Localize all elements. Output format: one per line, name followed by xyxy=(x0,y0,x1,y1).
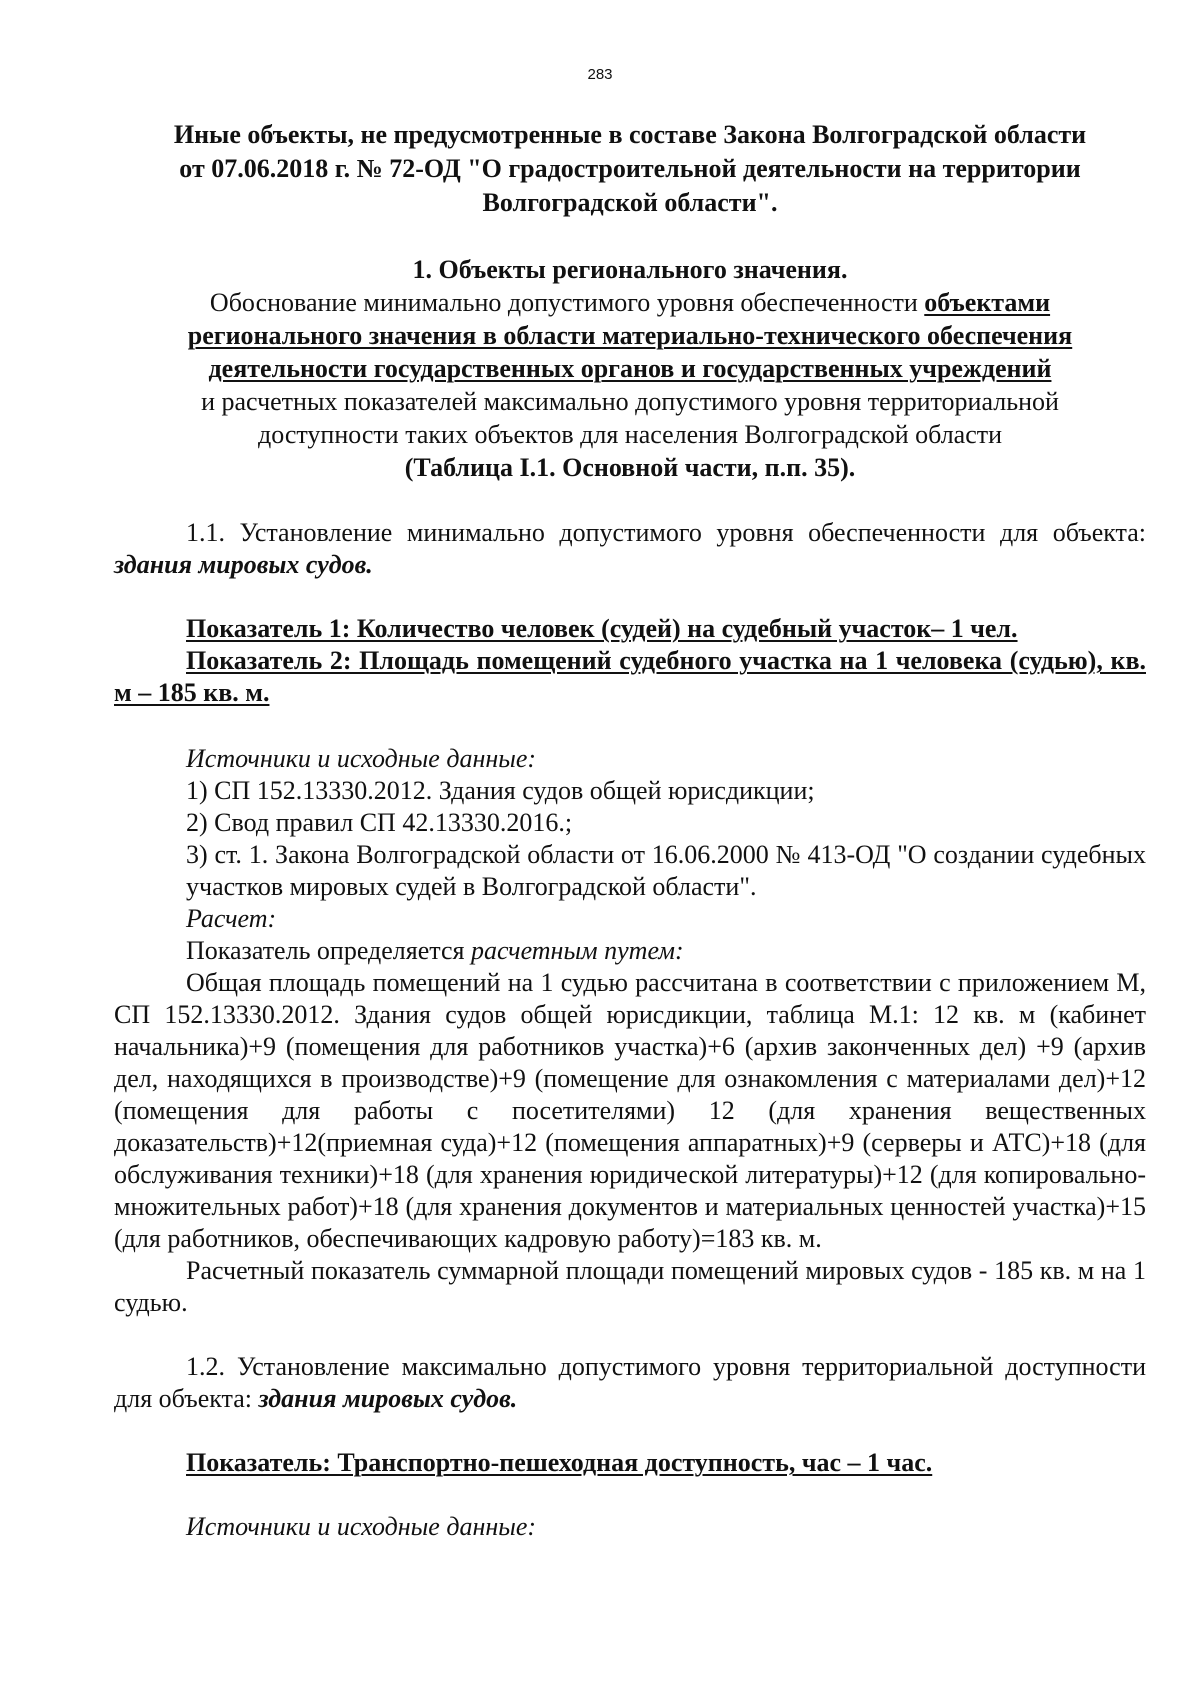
item-1-1-object: здания мировых судов. xyxy=(114,550,373,579)
indicator-1: Показатель 1: Количество человек (судей) на судебный участок– 1 чел. xyxy=(186,614,1018,643)
title-line-3: Волгоградской области". xyxy=(482,188,778,217)
subtitle-bold-underlined: объектами xyxy=(924,288,1051,317)
indicator-2: Показатель 2: Площадь помещений судебного участка на 1 человека (судью), кв. м – 185 кв. м. xyxy=(114,646,1146,707)
item-1-2 xyxy=(114,1351,1146,1415)
section-subtitle-line-3: деятельности государственных органов и государственных учреждений xyxy=(208,354,1052,383)
section-subtitle-line-4: и расчетных показателей максимально допустимого уровня территориальной xyxy=(201,387,1059,416)
calc-paragraph: Общая площадь помещений на 1 судью рассчитана в соответствии с приложением М, СП 152.13330.2012. Здания судов общей юрисдикции, таблица М.1: 12 кв. м (кабинет начальника)+9 (помещения для работников участка)+6 (архив законченных дел) +9 (архив дел, находящихся в производстве)+9 (помещение для ознакомления с материалами дел)+12 (помещения для работы с посетителями) 12 (для хранения вещественных доказательств)+12(приемная суда)+12 (помещения аппаратных)+9 (серверы и АТС)+18 (для обслуживания техники)+18 (для хранения юридической литературы)+12 (для копировально-множительных работ)+18 (для хранения документов и материальных ценностей участка)+15 (для работников, обеспечивающих кадровую работу)=183 кв. м. xyxy=(114,968,1146,1253)
calc-method-italic: расчетным путем: xyxy=(470,936,684,965)
section-subtitle-line-2: регионального значения в области материально-технического обеспечения xyxy=(187,321,1073,350)
calc-method xyxy=(114,935,1146,967)
item-1-1-text: 1.1. Установление минимально допустимого уровня обеспеченности для объекта: xyxy=(186,518,1146,547)
table-reference: (Таблица I.1. Основной части, п.п. 35). xyxy=(404,453,856,482)
calc-method-plain: Показатель определяется xyxy=(186,936,471,965)
subtitle-plain: Обоснование минимально допустимого уровня обеспеченности xyxy=(209,288,925,317)
document-body xyxy=(114,118,1146,1543)
calc-result: Расчетный показатель суммарной площади помещений мировых судов - 185 кв. м на 1 судью. xyxy=(114,1256,1146,1317)
calc-label xyxy=(114,903,1146,935)
calc-label-text: Расчет: xyxy=(186,904,277,933)
title-line-2: от 07.06.2018 г. № 72-ОД "О градостроительной деятельности на территории xyxy=(179,154,1081,183)
source-1: 1) СП 152.13330.2012. Здания судов общей юрисдикции; xyxy=(186,776,815,805)
title-line-1: Иные объекты, не предусмотренные в составе Закона Волгоградской области xyxy=(173,120,1087,149)
document-title xyxy=(114,118,1146,220)
indicator-3: Показатель: Транспортно-пешеходная доступность, час – 1 час. xyxy=(186,1448,933,1477)
item-1-1 xyxy=(114,517,1146,581)
sources-label xyxy=(114,743,1146,775)
source-3: 3) ст. 1. Закона Волгоградской области от 16.06.2000 № 413-ОД "О создании судебных участков мировых судей в Волгоградской области". xyxy=(186,840,1146,901)
section-heading: 1. Объекты регионального значения. xyxy=(412,255,848,284)
item-1-2-object: здания мировых судов. xyxy=(258,1384,518,1413)
section-subtitle-line-5: доступности таких объектов для населения Волгоградской области xyxy=(257,420,1003,449)
source-2: 2) Свод правил СП 42.13330.2016.; xyxy=(186,808,573,837)
sources-label-2-text: Источники и исходные данные: xyxy=(186,1512,537,1541)
sources-label-text: Источники и исходные данные: xyxy=(186,744,537,773)
section-subtitle-line-1 xyxy=(114,286,1146,319)
item-1-2-text: 1.2. Установление максимально допустимого уровня территориальной доступности для объекта: xyxy=(114,1352,1146,1413)
page-number: 283 xyxy=(587,66,613,83)
sources-label-2 xyxy=(114,1511,1146,1543)
